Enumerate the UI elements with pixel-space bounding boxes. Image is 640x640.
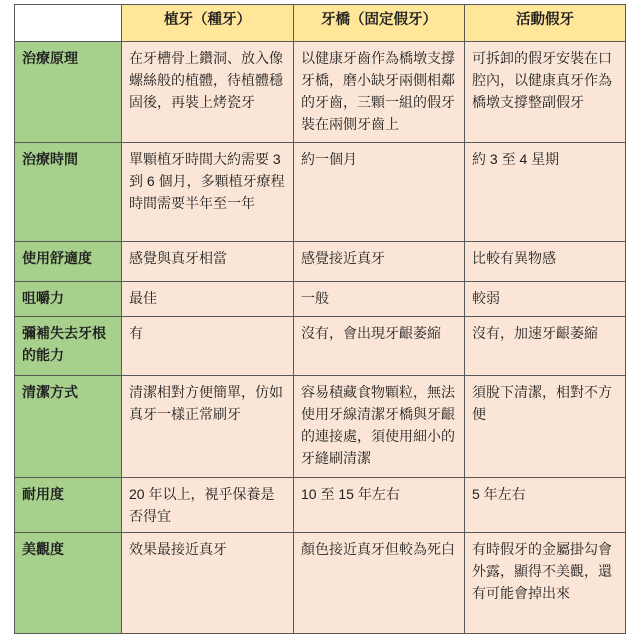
row-label: 美觀度 xyxy=(15,533,122,634)
table-cell: 效果最接近真牙 xyxy=(122,533,294,634)
table-cell: 沒有，會出現牙齦萎縮 xyxy=(294,317,465,376)
table-row-chewing-power xyxy=(15,282,626,317)
table-cell: 最佳 xyxy=(122,282,294,317)
table-cell: 清潔相對方便簡單，仿如真牙一樣正常刷牙 xyxy=(122,376,294,478)
table-row-root-replacement xyxy=(15,317,626,376)
table-cell: 較弱 xyxy=(465,282,626,317)
table-cell: 沒有，加速牙齦萎縮 xyxy=(465,317,626,376)
table-cell: 顏色接近真牙但較為死白 xyxy=(294,533,465,634)
table-cell: 在牙槽骨上鑽洞、放入像螺絲般的植體，待植體穩固後，再裝上烤瓷牙 xyxy=(122,42,294,143)
column-header-removable-denture: 活動假牙 xyxy=(465,5,626,42)
table-row-aesthetics xyxy=(15,533,626,634)
table-row-durability xyxy=(15,478,626,533)
header-row xyxy=(15,5,626,42)
corner-cell xyxy=(15,5,122,42)
table-cell: 比較有異物感 xyxy=(465,242,626,282)
table-row-duration xyxy=(15,143,626,242)
row-label: 使用舒適度 xyxy=(15,242,122,282)
table-cell: 5 年左右 xyxy=(465,478,626,533)
column-header-implant: 植牙（種牙） xyxy=(122,5,294,42)
table-cell: 感覺接近真牙 xyxy=(294,242,465,282)
table-cell: 以健康牙齒作為橋墩支撐牙橋，磨小缺牙兩側相鄰的牙齒，三顆一組的假牙裝在兩側牙齒上 xyxy=(294,42,465,143)
column-header-bridge: 牙橋（固定假牙） xyxy=(294,5,465,42)
table-cell: 有 xyxy=(122,317,294,376)
table-cell: 單顆植牙時間大約需要 3 到 6 個月，多顆植牙療程時間需要半年至一年 xyxy=(122,143,294,242)
row-label: 治療時間 xyxy=(15,143,122,242)
table-cell: 可拆卸的假牙安裝在口腔內，以健康真牙作為橋墩支撐整副假牙 xyxy=(465,42,626,143)
table-cell: 有時假牙的金屬掛勾會外露，顯得不美觀，還有可能會掉出來 xyxy=(465,533,626,634)
table-cell: 感覺與真牙相當 xyxy=(122,242,294,282)
table-row-cleaning xyxy=(15,376,626,478)
row-label: 治療原理 xyxy=(15,42,122,143)
row-label: 清潔方式 xyxy=(15,376,122,478)
row-label: 耐用度 xyxy=(15,478,122,533)
table-cell: 一般 xyxy=(294,282,465,317)
dental-comparison-table xyxy=(14,4,626,634)
row-label: 咀嚼力 xyxy=(15,282,122,317)
table-cell: 須脫下清潔，相對不方便 xyxy=(465,376,626,478)
table-cell: 20 年以上，視乎保養是否得宜 xyxy=(122,478,294,533)
row-label: 彌補失去牙根的能力 xyxy=(15,317,122,376)
table-cell: 約 3 至 4 星期 xyxy=(465,143,626,242)
table-cell: 10 至 15 年左右 xyxy=(294,478,465,533)
table-cell: 約一個月 xyxy=(294,143,465,242)
table-row-principle xyxy=(15,42,626,143)
table-cell: 容易積藏食物顆粒，無法使用牙線清潔牙橋與牙齦的連接處，須使用細小的牙縫刷清潔 xyxy=(294,376,465,478)
table-row-comfort xyxy=(15,242,626,282)
